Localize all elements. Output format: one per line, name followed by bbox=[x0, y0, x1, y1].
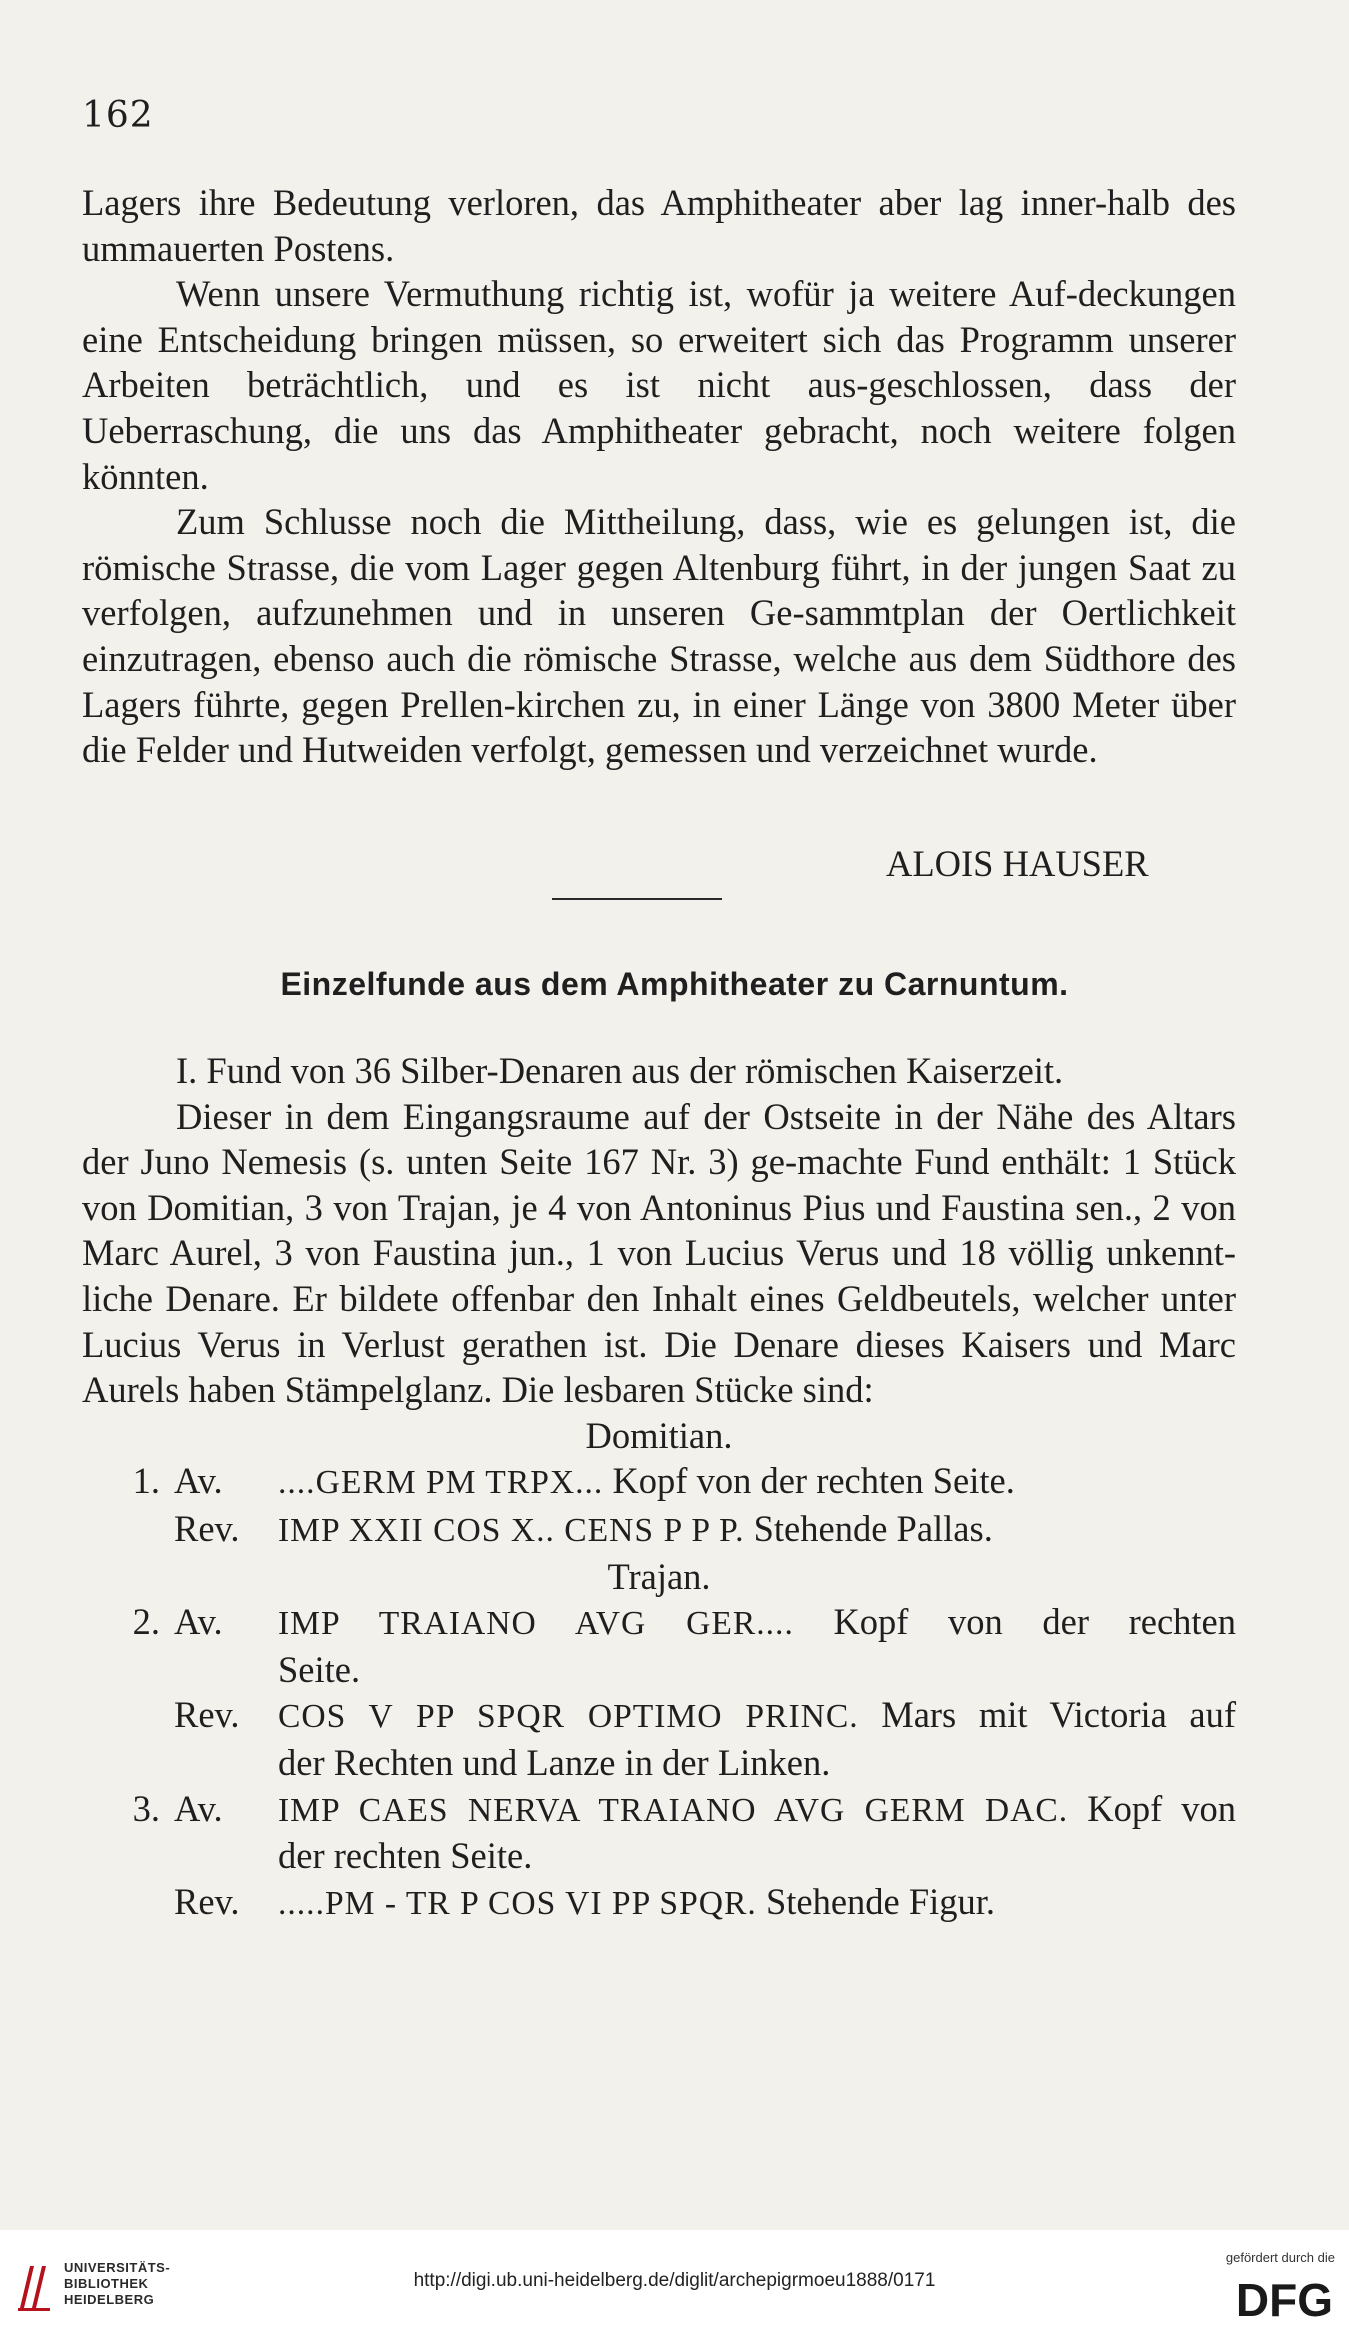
coin-number: 3. bbox=[132, 1787, 160, 1829]
coin-3-obverse bbox=[82, 1786, 1236, 1834]
coin-legend: IMP TRAIANO AVG GER.... bbox=[278, 1605, 794, 1643]
page-number: 162 bbox=[82, 95, 154, 136]
paragraph-2: Wenn unsere Vermuthung richtig ist, wofür ja weitere Auf-deckungen eine Entscheidung bringen müssen, so erweitert sich das Programm unserer Arbeiten beträchtlich, und es ist nicht aus-geschlossen, dass der Ueberraschung, die uns das Amphitheater gebracht, noch weitere folgen könnten. bbox=[82, 273, 1236, 497]
coin-legend: .....PM - TR P COS VI PP SPQR. bbox=[278, 1884, 757, 1922]
body-text-top bbox=[82, 180, 1236, 773]
coin-2-obverse bbox=[82, 1599, 1236, 1647]
viewer-footer bbox=[0, 2230, 1349, 2338]
coin-1-obverse bbox=[82, 1458, 1236, 1506]
coin-description: Kopf von der rechten Seite. bbox=[612, 1460, 1015, 1502]
dfg-logo-icon bbox=[1215, 2270, 1335, 2322]
section-paragraph: Dieser in dem Eingangsraume auf der Ostseite in der Nähe des Altars der Juno Nemesis (s. unten Seite 167 Nr. 3) ge-machte Fund enthält: 1 Stück von Domitian, 3 von Trajan, je 4 von Antoninus Pius und Faustina sen., 2 von Marc Aurel, 3 von Faustina jun., 1 von Lucius Verus und 18 völlig unkennt-liche Denare. Er bildete offenbar den Inhalt eines Geldbeutels, welcher unter Lucius Verus in Verlust gerathen ist. Die Denare dieses Kaisers und Marc Aurels haben Stämpelglanz. Die lesbaren Stücke sind: bbox=[82, 1095, 1236, 1411]
permalink-url[interactable]: http://digi.ub.uni-heidelberg.de/diglit/archepigrmoeu1888/0171 bbox=[413, 2270, 936, 2291]
coin-legend: ....GERM PM TRPX... bbox=[278, 1464, 604, 1502]
coin-description: Stehende Pallas. bbox=[753, 1507, 993, 1549]
coin-legend: IMP XXII COS X.. CENS P P P. bbox=[278, 1511, 745, 1549]
coin-legend: COS V PP SPQR OPTIMO PRINC. bbox=[278, 1698, 859, 1736]
coin-1-reverse bbox=[82, 1506, 1236, 1554]
paragraph-3: Zum Schlusse noch die Mittheilung, dass, wie es gelungen ist, die römische Strasse, die vom Lager gegen Altenburg führt, in der jungen Saat zu verfolgen, aufzunehmen und in unseren Ge-sammtplan der Oertlichkeit einzutragen, ebenso auch die römische Strasse, welche aus dem Südthore des Lagers führte, gegen Prellen-kirchen zu, in einer Länge von 3800 Meter über die Felder und Hutweiden verfolgt, gemessen und verzeichnet wurde. bbox=[82, 501, 1236, 771]
coin-2-reverse bbox=[82, 1692, 1236, 1740]
dfg-logo-text: DFG bbox=[1235, 2274, 1333, 2322]
av-label: Av. bbox=[174, 1460, 223, 1502]
rev-label: Rev. bbox=[174, 1694, 240, 1736]
rev-label: Rev. bbox=[174, 1507, 240, 1549]
coin-description-cont: der rechten Seite. bbox=[278, 1835, 533, 1877]
author-signature: ALOIS HAUSER bbox=[886, 843, 1149, 884]
coin-description: Stehende Figur. bbox=[765, 1880, 996, 1922]
coin-description: Mars mit Victoria auf bbox=[881, 1694, 1236, 1736]
av-label: Av. bbox=[174, 1787, 223, 1829]
coin-description: Kopf von bbox=[1087, 1787, 1237, 1829]
emperor-domitian: Domitian. bbox=[585, 1414, 733, 1456]
paragraph-1: Lagers ihre Bedeutung verloren, das Amphitheater aber lag inner-halb des ummauerten Postens. bbox=[82, 182, 1236, 269]
coin-legend: IMP CAES NERVA TRAIANO AVG GERM DAC. bbox=[278, 1791, 1069, 1829]
coin-description: Kopf von der rechten bbox=[833, 1601, 1236, 1643]
emperor-trajan: Trajan. bbox=[607, 1555, 711, 1597]
rev-label: Rev. bbox=[174, 1880, 240, 1922]
section-heading: Einzelfunde aus dem Amphitheater zu Carnuntum. bbox=[280, 966, 1069, 1002]
section-divider bbox=[552, 898, 722, 900]
section-intro: I. Fund von 36 Silber-Denaren aus der römischen Kaiserzeit. bbox=[176, 1050, 1064, 1091]
av-label: Av. bbox=[174, 1601, 223, 1643]
coin-description-cont: der Rechten und Lanze in der Linken. bbox=[278, 1741, 831, 1783]
funding-note: gefördert durch die bbox=[1225, 2250, 1335, 2265]
coin-description-cont: Seite. bbox=[278, 1648, 361, 1690]
body-text-section bbox=[82, 1048, 1236, 1926]
library-name: UNIVERSITÄTS- BIBLIOTHEK HEIDELBERG bbox=[64, 2260, 171, 2307]
coin-number: 1. bbox=[132, 1460, 160, 1502]
coin-3-reverse bbox=[82, 1879, 1236, 1927]
coin-number: 2. bbox=[132, 1601, 160, 1643]
